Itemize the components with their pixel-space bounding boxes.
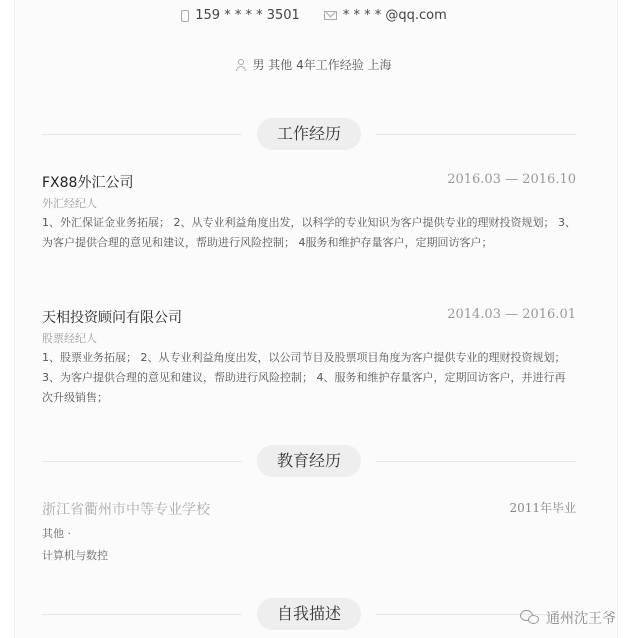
mail-icon xyxy=(324,11,337,20)
education-section-header xyxy=(42,445,576,477)
section-title-self: 自我描述 xyxy=(257,598,361,630)
job-description: 1、外汇保证金业务拓展； 2、从专业利益角度出发，以科学的专业知识为客户提供专业的理财投资规划； 3、为客户提供合理的意见和建议，帮助进行风险控制； 4服务和维护存量客户，定期回访客户； xyxy=(42,216,576,249)
divider xyxy=(376,461,576,462)
email-item xyxy=(324,8,447,23)
divider xyxy=(42,614,242,615)
work-section-header xyxy=(42,118,576,150)
personal-info: 男 其他 4年工作经验 上海 xyxy=(252,58,392,72)
school-name: 浙江省衢州市中等专业学校 xyxy=(42,502,210,518)
major: 计算机与数控 xyxy=(42,549,108,562)
watermark-text: 通州沈王爷 xyxy=(546,611,616,627)
personal-info-row xyxy=(0,56,628,73)
education-entry xyxy=(42,499,576,563)
company-name: 天相投资顾问有限公司 xyxy=(42,310,182,326)
work-entry xyxy=(42,172,576,253)
company-name: FX88外汇公司 xyxy=(42,175,134,191)
work-entry xyxy=(42,307,576,408)
email-address: * * * * @qq.com xyxy=(342,8,447,23)
section-title-work: 工作经历 xyxy=(257,118,361,150)
divider xyxy=(42,461,242,462)
work-dates: 2016.03 — 2016.10 xyxy=(447,172,576,187)
work-dates: 2014.03 — 2016.01 xyxy=(447,307,576,322)
job-title: 股票经纪人 xyxy=(42,332,97,345)
job-description: 1、股票业务拓展； 2、从专业利益角度出发，以公司节目及股票项目角度为客户提供专业的理财投资规划； 3、为客户提供合理的意见和建议，帮助进行风险控制； 4、服务和维护存量客户，定期回访客户，并进行再次升级销售； xyxy=(42,351,566,404)
job-title: 外汇经纪人 xyxy=(42,197,97,210)
section-title-education: 教育经历 xyxy=(257,445,361,477)
watermark xyxy=(520,608,616,628)
graduation-year: 2011年毕业 xyxy=(509,501,576,515)
divider xyxy=(376,134,576,135)
wechat-icon xyxy=(520,610,540,626)
person-icon xyxy=(236,59,246,71)
degree: 其他 · xyxy=(42,527,71,540)
divider xyxy=(42,134,242,135)
phone-item xyxy=(181,8,300,23)
self-description-section-header xyxy=(42,598,576,630)
phone-icon xyxy=(181,10,189,22)
contact-row xyxy=(0,8,628,23)
phone-number: 159 * * * * 3501 xyxy=(195,8,300,23)
